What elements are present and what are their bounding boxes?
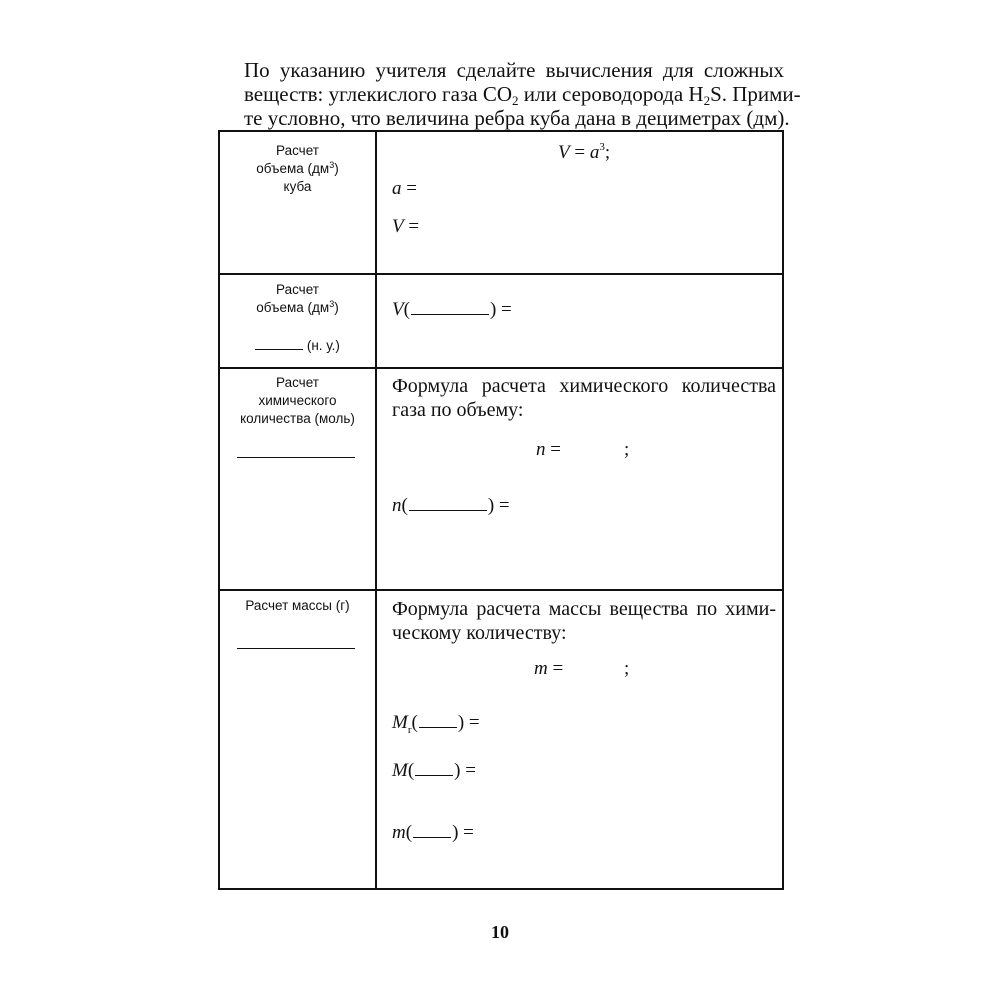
mass-value-line: m( ) = <box>392 822 474 843</box>
label-chemical-amount: Расчет химического количества (моль) <box>240 375 355 426</box>
row-mass <box>220 591 782 888</box>
substance-blank <box>411 302 489 315</box>
gas-volume-line: V( ) = <box>392 299 512 320</box>
mass-formula: m = <box>534 658 564 679</box>
edge-value: a = <box>392 178 417 199</box>
instruction-line-3: те условно, что величина ребра куба дана в дециметрах (дм). <box>244 106 790 130</box>
molar-mass-line: M( ) = <box>392 760 476 781</box>
amount-formula-end: ; <box>624 439 630 460</box>
substance-blank <box>415 763 453 776</box>
cube-volume-formula: $V = a^3$; <box>558 141 611 163</box>
substance-blank <box>255 335 303 350</box>
calculation-table <box>218 130 784 890</box>
mass-formula-text: Формула расчета массы вещества по хими- ческому количеству: <box>392 598 776 644</box>
label-mass: Расчет массы (г) <box>245 598 350 613</box>
mass-formula-end: ; <box>624 658 630 679</box>
substance-blank <box>409 498 487 511</box>
amount-value-line: n( ) = <box>392 495 510 516</box>
label-cube-volume: Расчет объема $(дм^3)$ куба <box>256 143 339 194</box>
row-cube-volume <box>220 132 782 275</box>
substance-blank <box>419 715 457 728</box>
instruction-line-1: По указанию учителя сделайте вычисления для сложных <box>244 58 784 82</box>
relative-molar-mass-line: $M_r$( ) = <box>392 712 480 736</box>
row-gas-volume <box>220 275 782 369</box>
label-gas-volume: Расчет объема $(дм^3)$ (н. у.) <box>256 282 340 353</box>
instruction-paragraph <box>244 58 801 130</box>
amount-formula-text: Формула расчета химического количества газа по объему: <box>392 375 776 421</box>
amount-formula: n = <box>536 439 561 460</box>
substance-underline <box>237 648 355 649</box>
volume-value: V = <box>392 216 420 237</box>
substance-underline <box>237 457 355 458</box>
row-chemical-amount <box>220 369 782 591</box>
page-number: 10 <box>491 922 509 942</box>
instruction-line-2: веществ: углекислого газа $CO_2$ или сероводорода $H_2S$. Прими- <box>244 82 801 108</box>
substance-blank <box>413 825 451 838</box>
